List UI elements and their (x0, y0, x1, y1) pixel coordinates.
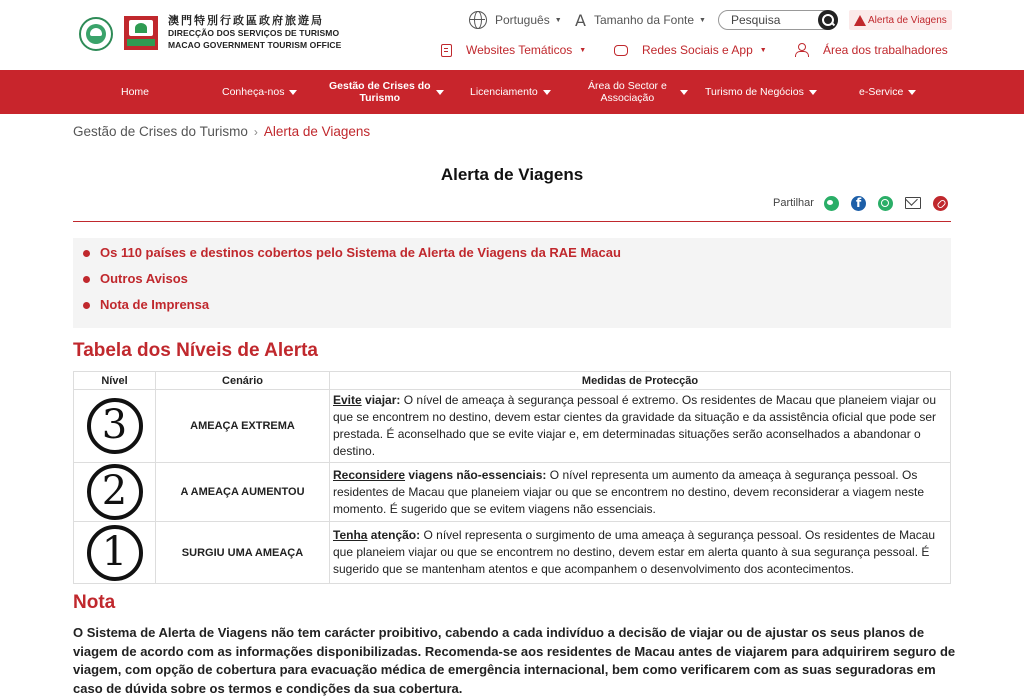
font-size-icon: A (575, 10, 586, 30)
breadcrumb-current: Alerta de Viagens (263, 124, 371, 139)
logo-text-en: MACAO GOVERNMENT TOURISM OFFICE (168, 40, 342, 50)
caret-down-icon (543, 90, 551, 95)
link-other-notices[interactable]: Outros Avisos (100, 270, 951, 296)
nav-crisis-label-line1: Gestão de Crises do (329, 80, 431, 92)
header-level: Nível (74, 372, 156, 390)
alert-table-title: Tabela dos Níveis de Alerta (73, 340, 318, 361)
header-measures: Medidas de Protecção (330, 372, 951, 390)
breadcrumb-parent[interactable]: Gestão de Crises do Turismo (73, 124, 248, 139)
level-2-badge: 2 (87, 464, 143, 520)
thematic-websites-menu[interactable] (441, 40, 586, 60)
table-row (74, 390, 951, 463)
caret-down-icon: ▼ (699, 16, 706, 24)
facebook-icon[interactable] (851, 196, 866, 211)
nota-title: Nota (73, 592, 116, 613)
measure-keyword-rest: atenção: (367, 528, 421, 542)
header-scenario: Cenário (156, 372, 330, 390)
scenario-cell: SURGIU UMA AMEAÇA (156, 522, 330, 584)
nav-e-service[interactable] (859, 70, 916, 114)
scenario-cell: AMEAÇA EXTREMA (156, 390, 330, 463)
nav-business-tourism-label: Turismo de Negócios (705, 86, 804, 98)
thematic-websites-label: Websites Temáticos (466, 43, 573, 57)
level-cell (74, 463, 156, 522)
measure-keyword-underlined: Tenha (333, 528, 368, 542)
alert-levels-table (73, 371, 951, 584)
related-links-box (73, 238, 951, 328)
mgto-logo[interactable] (124, 16, 158, 50)
nav-business-tourism[interactable] (705, 70, 817, 114)
measures-cell (330, 390, 951, 463)
workers-area-label: Área dos trabalhadores (823, 43, 948, 57)
nav-about[interactable] (222, 70, 297, 114)
social-media-label: Redes Sociais e App (642, 43, 753, 57)
travel-alert-link[interactable] (849, 10, 952, 30)
nav-home[interactable] (121, 70, 149, 114)
nav-licensing-label: Licenciamento (470, 86, 538, 98)
copy-link-icon[interactable] (933, 196, 948, 211)
measures-cell (330, 463, 951, 522)
scenario-cell: A AMEAÇA AUMENTOU (156, 463, 330, 522)
nav-sector-label-line2: Associação (600, 92, 655, 104)
measure-text: O nível representa o surgimento de uma ameaça à segurança pessoal. Os residentes de Macau que planeiem viajar ou que se encontrem no destino, devem estar em alerta quanto à sua segurança pessoal. É sugerido que se mantenham atentos e que acompanhem o desenvolvimento dos acontecimentos. (333, 528, 936, 576)
title-divider (73, 221, 951, 222)
macao-emblem-logo[interactable] (79, 17, 113, 51)
site-header (0, 0, 1024, 70)
font-size-label: Tamanho da Fonte (593, 13, 695, 27)
caret-down-icon (908, 90, 916, 95)
measure-text: O nível de ameaça à segurança pessoal é extremo. Os residentes de Macau que planeiem viajar ou que se encontrem no destino, devem estar cientes da gravidade da situação e da assistência oficial que pode ser prestada. É aconselhado que se evite viajar e, em determinadas situações serão aconselhados a abandonar o destino. (333, 393, 937, 458)
caret-down-icon (680, 90, 688, 95)
search-icon[interactable] (818, 10, 838, 30)
logo-text[interactable] (168, 15, 341, 51)
caret-down-icon: ▼ (579, 46, 587, 54)
measure-keyword-rest: viajar: (361, 393, 401, 407)
measure-keyword-underlined: Evite (333, 393, 362, 407)
social-media-menu[interactable] (614, 40, 767, 60)
person-icon (795, 43, 809, 57)
caret-down-icon (436, 90, 444, 95)
document-icon (441, 44, 452, 57)
share-label: Partilhar (773, 197, 814, 209)
measure-keyword (333, 393, 400, 407)
measures-cell (330, 522, 951, 584)
level-3-badge: 3 (87, 398, 143, 454)
measure-keyword (333, 528, 420, 542)
nav-crisis-label-line2: Turismo (359, 92, 401, 104)
nav-sector-area[interactable] (588, 70, 688, 114)
link-press-release[interactable]: Nota de Imprensa (100, 296, 951, 322)
caret-down-icon: ▼ (759, 46, 767, 54)
nav-crisis-management-label (329, 80, 431, 104)
measure-keyword-rest: viagens não-essenciais: (405, 467, 547, 482)
chat-icon (614, 45, 628, 56)
logo-text-zh: 澳門特別行政區政府旅遊局 (168, 15, 324, 27)
language-label: Português (495, 13, 550, 27)
warning-icon (854, 15, 866, 26)
language-selector[interactable] (469, 9, 562, 31)
wechat-icon[interactable] (824, 196, 839, 211)
nav-sector-label-line1: Área do Sector e (588, 80, 667, 92)
email-icon[interactable] (905, 197, 921, 209)
nav-sector-area-label (588, 80, 667, 104)
travel-alert-label: Alerta de Viagens (868, 14, 947, 26)
nav-licensing[interactable] (470, 70, 551, 114)
breadcrumb-separator: › (253, 124, 258, 139)
globe-icon (469, 11, 487, 29)
page-title: Alerta de Viagens (440, 165, 584, 184)
level-1-badge: 1 (87, 525, 143, 581)
link-covered-countries[interactable]: Os 110 países e destinos cobertos pelo Sistema de Alerta de Viagens da RAE Macau (100, 244, 951, 270)
level-cell (74, 522, 156, 584)
share-bar (773, 194, 948, 212)
measure-keyword (333, 468, 546, 482)
nav-home-label: Home (121, 86, 150, 98)
breadcrumb (73, 124, 370, 139)
caret-down-icon: ▼ (554, 16, 562, 24)
nav-e-service-label: e-Service (859, 86, 904, 98)
nav-about-label: Conheça-nos (222, 86, 285, 98)
measure-text: O nível representa um aumento da ameaça à segurança pessoal. Os residentes de Macau que planeiem viajar ou que se encontrem no destino, devem reconsiderar a viagem neste momento. É sugerido que se evitem viagens não essenciais. (333, 467, 925, 516)
logo-text-pt: DIRECÇÃO DOS SERVIÇOS DE TURISMO (168, 28, 340, 38)
font-size-selector[interactable] (575, 9, 706, 31)
measure-keyword-underlined: Reconsidere (333, 467, 406, 482)
related-links-list (73, 238, 951, 322)
caret-down-icon (809, 90, 817, 95)
table-header-row (74, 372, 951, 390)
level-cell (74, 390, 156, 463)
workers-area-link[interactable] (795, 40, 948, 60)
search-input[interactable] (731, 11, 821, 29)
table-row (74, 522, 951, 584)
nav-crisis-management[interactable] (329, 70, 444, 114)
table-row (74, 463, 951, 522)
main-nav (0, 70, 1024, 114)
nota-text: O Sistema de Alerta de Viagens não tem carácter proibitivo, cabendo a cada indivíduo a decisão de viajar ou de ajustar os seus planos de viagem de acordo com as informações disponibilizadas. Recomenda-se aos residentes de Macau antes de viajarem para adquirirem seguro de viagem, com opção de cobertura para evacuação médica de emergência internacional, bem como verificarem com as suas seguradoras em caso de dúvida sobre os termos e condições da sua cobertura. (73, 625, 956, 696)
caret-down-icon (289, 90, 297, 95)
whatsapp-icon[interactable] (878, 196, 893, 211)
